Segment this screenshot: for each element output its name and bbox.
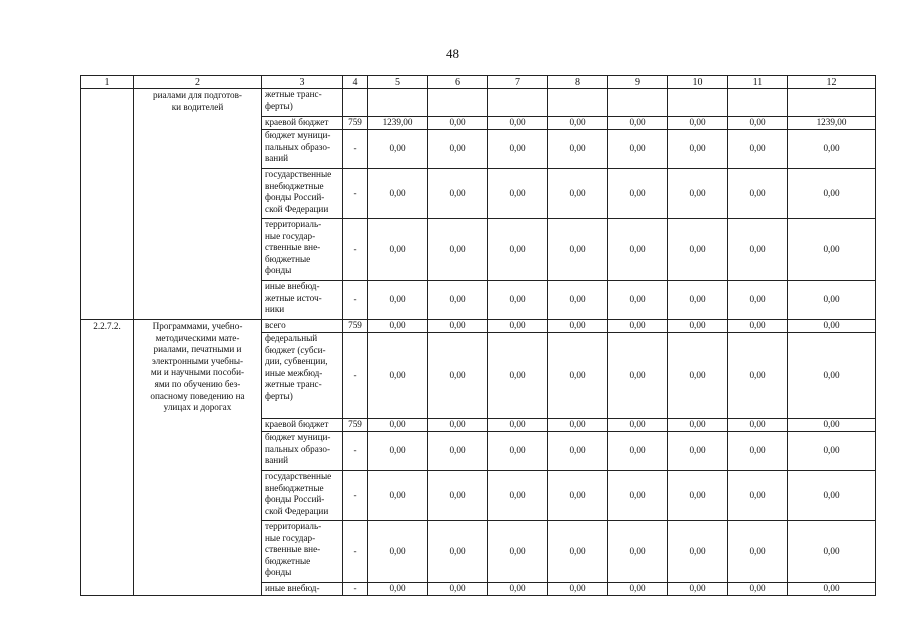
amount-cell: 0,00 xyxy=(728,320,788,333)
amount-cell: 0,00 xyxy=(548,333,608,419)
amount-cell: 0,00 xyxy=(428,432,488,471)
funding-source xyxy=(262,130,343,169)
item-name-text: риалами для подготов- ки водителей xyxy=(153,90,242,112)
funding-source-text: краевой бюджет xyxy=(265,419,329,430)
table-row xyxy=(81,89,876,117)
amount-cell: 0,00 xyxy=(548,130,608,169)
funding-source xyxy=(262,471,343,521)
table-body xyxy=(81,76,876,596)
column-number-11: 11 xyxy=(728,76,788,89)
amount-cell: 0,00 xyxy=(488,419,548,432)
amount-cell: 0,00 xyxy=(368,169,428,219)
funding-source-text: краевой бюджет xyxy=(265,117,329,128)
page-number: 48 xyxy=(446,46,459,61)
grbs-code-cell: - xyxy=(343,432,368,471)
grbs-code-cell: 759 xyxy=(343,320,368,333)
amount-cell: 0,00 xyxy=(608,333,668,419)
amount-cell: 0,00 xyxy=(788,219,876,281)
amount-cell: 0,00 xyxy=(788,130,876,169)
amount-cell: 0,00 xyxy=(668,419,728,432)
amount-cell: 0,00 xyxy=(728,419,788,432)
table-row xyxy=(81,320,876,333)
amount-cell: 0,00 xyxy=(608,130,668,169)
column-number-10: 10 xyxy=(668,76,728,89)
column-number-4: 4 xyxy=(343,76,368,89)
grbs-code-cell: - xyxy=(343,169,368,219)
amount-cell: 0,00 xyxy=(668,117,728,130)
amount-cell: 0,00 xyxy=(428,281,488,320)
amount-cell: 1239,00 xyxy=(788,117,876,130)
column-number-8: 8 xyxy=(548,76,608,89)
amount-cell xyxy=(668,89,728,117)
amount-cell: 0,00 xyxy=(548,117,608,130)
grbs-code-cell xyxy=(343,89,368,117)
amount-cell: 0,00 xyxy=(548,169,608,219)
amount-cell: 0,00 xyxy=(488,583,548,596)
amount-cell: 0,00 xyxy=(428,419,488,432)
funding-source-text: всего xyxy=(265,320,286,331)
item-code xyxy=(81,89,134,320)
amount-cell: 0,00 xyxy=(608,471,668,521)
grbs-code-cell: 759 xyxy=(343,117,368,130)
column-number-7: 7 xyxy=(488,76,548,89)
grbs-code-cell: - xyxy=(343,281,368,320)
amount-cell: 0,00 xyxy=(368,320,428,333)
grbs-code-cell: - xyxy=(343,333,368,419)
amount-cell: 0,00 xyxy=(728,432,788,471)
amount-cell: 0,00 xyxy=(368,471,428,521)
amount-cell: 0,00 xyxy=(728,130,788,169)
amount-cell xyxy=(368,89,428,117)
amount-cell: 0,00 xyxy=(488,130,548,169)
column-number-5: 5 xyxy=(368,76,428,89)
item-name-text: Программами, учебно- методическими мате- риалами, печатными и электронными учебны- ми и научными пособи- ями по обучению без- опасному поведению на улицах и дорогах xyxy=(150,321,245,413)
amount-cell: 0,00 xyxy=(548,471,608,521)
amount-cell: 0,00 xyxy=(548,521,608,583)
amount-cell: 0,00 xyxy=(728,333,788,419)
amount-cell: 0,00 xyxy=(608,583,668,596)
amount-cell: 0,00 xyxy=(368,130,428,169)
amount-cell: 0,00 xyxy=(668,583,728,596)
budget-table xyxy=(80,75,876,596)
funding-source-text: федеральный бюджет (субси- дии, субвенции, иные межбюд- жетные транс- ферты) xyxy=(265,333,328,401)
amount-cell: 0,00 xyxy=(728,583,788,596)
amount-cell: 0,00 xyxy=(428,320,488,333)
amount-cell: 0,00 xyxy=(728,471,788,521)
amount-cell: 0,00 xyxy=(368,419,428,432)
amount-cell: 0,00 xyxy=(488,432,548,471)
grbs-code-cell: - xyxy=(343,471,368,521)
funding-source xyxy=(262,320,343,333)
amount-cell: 0,00 xyxy=(428,130,488,169)
funding-source-text: государственные внебюджетные фонды Россий- ской Федерации xyxy=(265,471,332,516)
amount-cell: 0,00 xyxy=(488,471,548,521)
funding-source-text: бюджет муници- пальных образо- ваний xyxy=(265,432,331,466)
funding-source-text: государственные внебюджетные фонды Россий- ской Федерации xyxy=(265,169,332,214)
item-name xyxy=(134,89,262,320)
amount-cell: 0,00 xyxy=(428,169,488,219)
amount-cell xyxy=(728,89,788,117)
amount-cell: 0,00 xyxy=(488,521,548,583)
funding-source xyxy=(262,583,343,596)
amount-cell: 0,00 xyxy=(428,521,488,583)
amount-cell: 0,00 xyxy=(428,219,488,281)
amount-cell: 0,00 xyxy=(668,471,728,521)
amount-cell: 0,00 xyxy=(788,471,876,521)
amount-cell: 0,00 xyxy=(788,419,876,432)
amount-cell: 0,00 xyxy=(608,117,668,130)
amount-cell: 0,00 xyxy=(548,281,608,320)
amount-cell: 0,00 xyxy=(608,320,668,333)
amount-cell: 0,00 xyxy=(668,130,728,169)
amount-cell: 0,00 xyxy=(668,281,728,320)
column-number-1: 1 xyxy=(81,76,134,89)
amount-cell: 0,00 xyxy=(428,117,488,130)
funding-source xyxy=(262,219,343,281)
amount-cell: 0,00 xyxy=(488,333,548,419)
amount-cell: 0,00 xyxy=(488,219,548,281)
grbs-code-cell: 759 xyxy=(343,419,368,432)
item-code: 2.2.7.2. xyxy=(81,320,134,596)
amount-cell: 0,00 xyxy=(668,219,728,281)
amount-cell: 0,00 xyxy=(788,432,876,471)
amount-cell: 0,00 xyxy=(488,281,548,320)
amount-cell: 0,00 xyxy=(608,281,668,320)
amount-cell xyxy=(428,89,488,117)
grbs-code-cell: - xyxy=(343,583,368,596)
funding-source xyxy=(262,333,343,419)
amount-cell: 0,00 xyxy=(728,281,788,320)
amount-cell: 0,00 xyxy=(548,320,608,333)
amount-cell: 0,00 xyxy=(608,219,668,281)
amount-cell: 1239,00 xyxy=(368,117,428,130)
amount-cell: 0,00 xyxy=(548,432,608,471)
funding-source xyxy=(262,419,343,432)
amount-cell: 0,00 xyxy=(788,521,876,583)
funding-source-text: иные внебюд- xyxy=(265,583,320,594)
amount-cell: 0,00 xyxy=(668,432,728,471)
amount-cell: 0,00 xyxy=(728,521,788,583)
amount-cell: 0,00 xyxy=(608,169,668,219)
funding-source-text: бюджет муници- пальных образо- ваний xyxy=(265,130,331,164)
amount-cell: 0,00 xyxy=(728,169,788,219)
amount-cell: 0,00 xyxy=(728,117,788,130)
funding-source xyxy=(262,432,343,471)
funding-source xyxy=(262,281,343,320)
column-number-2: 2 xyxy=(134,76,262,89)
funding-source-text: иные внебюд- жетные источ- ники xyxy=(265,281,322,315)
amount-cell: 0,00 xyxy=(608,432,668,471)
amount-cell: 0,00 xyxy=(488,320,548,333)
column-number-9: 9 xyxy=(608,76,668,89)
amount-cell: 0,00 xyxy=(368,521,428,583)
amount-cell: 0,00 xyxy=(788,169,876,219)
amount-cell: 0,00 xyxy=(488,117,548,130)
column-number-12: 12 xyxy=(788,76,876,89)
amount-cell: 0,00 xyxy=(368,333,428,419)
grbs-code-cell: - xyxy=(343,130,368,169)
amount-cell: 0,00 xyxy=(788,281,876,320)
amount-cell: 0,00 xyxy=(788,320,876,333)
amount-cell: 0,00 xyxy=(608,521,668,583)
funding-source xyxy=(262,89,343,117)
funding-source xyxy=(262,117,343,130)
amount-cell: 0,00 xyxy=(668,521,728,583)
amount-cell: 0,00 xyxy=(788,333,876,419)
funding-source-text: территориаль- ные государ- ственные вне- бюджетные фонды xyxy=(265,521,322,578)
column-number-row xyxy=(81,76,876,89)
amount-cell: 0,00 xyxy=(608,419,668,432)
amount-cell: 0,00 xyxy=(548,219,608,281)
amount-cell xyxy=(788,89,876,117)
item-name xyxy=(134,320,262,596)
amount-cell: 0,00 xyxy=(368,432,428,471)
amount-cell: 0,00 xyxy=(668,333,728,419)
amount-cell: 0,00 xyxy=(728,219,788,281)
amount-cell: 0,00 xyxy=(428,471,488,521)
amount-cell xyxy=(548,89,608,117)
grbs-code-cell: - xyxy=(343,521,368,583)
amount-cell: 0,00 xyxy=(428,333,488,419)
column-number-3: 3 xyxy=(262,76,343,89)
amount-cell: 0,00 xyxy=(548,419,608,432)
funding-source xyxy=(262,521,343,583)
amount-cell: 0,00 xyxy=(788,583,876,596)
funding-source-text: территориаль- ные государ- ственные вне- бюджетные фонды xyxy=(265,219,322,276)
amount-cell: 0,00 xyxy=(428,583,488,596)
amount-cell: 0,00 xyxy=(548,583,608,596)
funding-source-text: жетные транс- ферты) xyxy=(265,89,322,111)
amount-cell: 0,00 xyxy=(668,169,728,219)
amount-cell xyxy=(488,89,548,117)
amount-cell: 0,00 xyxy=(668,320,728,333)
amount-cell: 0,00 xyxy=(368,281,428,320)
amount-cell: 0,00 xyxy=(368,583,428,596)
amount-cell xyxy=(608,89,668,117)
amount-cell: 0,00 xyxy=(368,219,428,281)
amount-cell: 0,00 xyxy=(488,169,548,219)
column-number-6: 6 xyxy=(428,76,488,89)
grbs-code-cell: - xyxy=(343,219,368,281)
funding-source xyxy=(262,169,343,219)
